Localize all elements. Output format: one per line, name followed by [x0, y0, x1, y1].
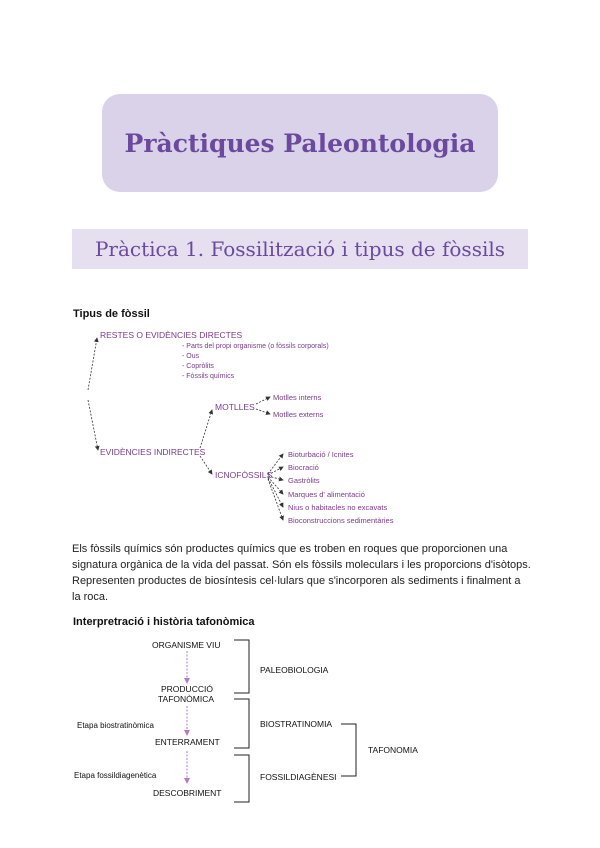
icno-item: Biocració — [288, 463, 319, 472]
label-fossildiagenetica: Etapa fossildiagenètica — [74, 771, 157, 780]
restes-item: - Fòssils químics — [182, 373, 235, 380]
restes-item: - Parts del propi organisme (o fòssils corporals) — [182, 343, 329, 350]
section-heading-interpretacio: Interpretració i història tafonòmica — [73, 616, 255, 628]
section-heading-tipus: Tipus de fòssil — [73, 308, 150, 320]
icnofossils-label: ICNOFÒSSILS — [215, 470, 273, 480]
bracket-biostratinomia: BIOSTRATINOMIA — [260, 719, 333, 729]
stage-descobriment: DESCOBRIMENT — [153, 788, 222, 798]
icno-item: Gastròlits — [288, 476, 320, 485]
motlles-item: Motlles interns — [273, 393, 322, 402]
page-subtitle: Pràctica 1. Fossilització i tipus de fòssils — [94, 237, 506, 261]
bracket-paleobiologia: PALEOBIOLOGIA — [260, 665, 329, 675]
icno-item: Bioturbació / Icnites — [288, 450, 354, 459]
icno-item: Marques d' alimentació — [288, 490, 365, 499]
page-title: Pràctiques Paleontologia — [124, 128, 476, 158]
stage-organisme: ORGANISME VIU — [152, 640, 221, 650]
icno-item: Bioconstruccions sedimentàries — [288, 516, 394, 525]
motlles-label: MOTLLES — [215, 402, 255, 412]
motlles-item: Motlles externs — [273, 410, 324, 419]
bracket-fossildiagenesi: FOSSILDIAGÈNESI — [260, 772, 337, 782]
tafonomia-label: TAFONOMIA — [368, 745, 418, 755]
paragraph-fossils-quimics: Els fòssils químics són productes químics que es troben en roques que proporcionen una signatura orgànica de la vida del passat. Són els fòssils moleculars i les proporcions d'isòtops. Representen productes de biosíntesis cel·lulars que s'incorporen als sediments i finalment a la roca. — [72, 543, 531, 603]
stage-enterrament: ENTERRAMENT — [155, 737, 220, 747]
restes-label: RESTES O EVIDÈNCIES DIRECTES — [100, 330, 243, 340]
restes-item: - Copròlits — [182, 363, 214, 370]
label-biostratinomica: Etapa biostratinòmica — [77, 721, 154, 730]
evidencies-label: EVIDÈNCIES INDIRECTES — [100, 447, 206, 457]
stage-produccio: PRODUCCIÓ — [161, 684, 213, 694]
restes-item: - Ous — [182, 353, 200, 360]
stage-tafonomica: TAFONÒMICA — [158, 694, 215, 704]
icno-item: Nius o habitacles no excavats — [288, 503, 388, 512]
